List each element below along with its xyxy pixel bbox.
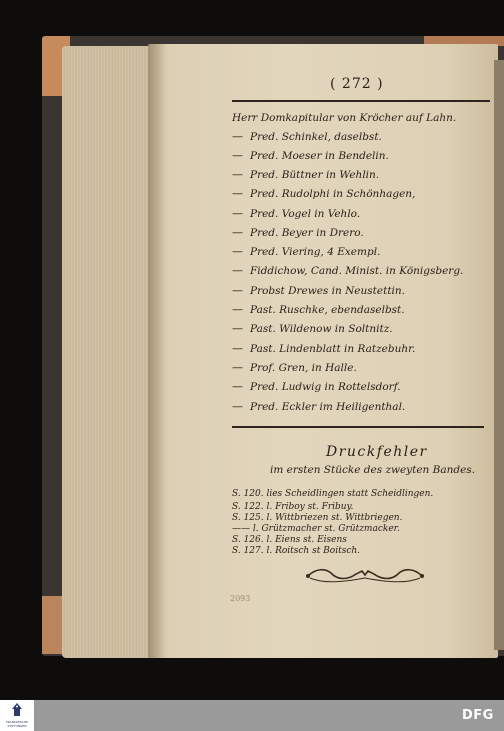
dash-mark: — <box>232 284 243 297</box>
dash-mark: — <box>232 226 243 239</box>
erratum-line: S. 127. l. Roitsch st Boitsch. <box>232 546 361 556</box>
dash-mark: — <box>232 245 243 258</box>
erratum-line: S. 125. l. Wittbriezen st. Wittbriegen. <box>232 513 403 523</box>
dash-mark: — <box>232 149 243 162</box>
section-rule <box>232 426 484 428</box>
subscriber-entry: Past. Lindenblatt in Ratzebuhr. <box>250 343 416 355</box>
dash-mark: — <box>232 168 243 181</box>
subscriber-entry: Probst Drewes in Neustettin. <box>250 285 405 297</box>
subscriber-entry: Pred. Moeser in Bendelin. <box>250 150 389 162</box>
right-page-edge <box>494 60 504 650</box>
page-number: ( 272 ) <box>330 76 384 92</box>
subscriber-entry: Past. Ruschke, ebendaselbst. <box>250 304 405 316</box>
pencil-mark: 2093 <box>230 594 251 603</box>
subscriber-entry: Pred. Eckler im Heiligenthal. <box>250 401 406 413</box>
subscriber-entry: Pred. Beyer in Drero. <box>250 227 364 239</box>
subscriber-entry: Pred. Schinkel, daselbst. <box>250 131 382 143</box>
dash-mark: — <box>232 207 243 220</box>
dash-mark: — <box>232 130 243 143</box>
ornament-flourish <box>304 566 426 586</box>
dfg-logo[interactable]: DFG <box>462 708 494 723</box>
erratum-line: S. 126. l. Eiens st. Eisens <box>232 535 347 545</box>
footer-bar <box>0 700 504 731</box>
dash-mark: — <box>232 380 243 393</box>
erratum-line: S. 122. l. Friboy st. Fribuy. <box>232 502 354 512</box>
dash-mark: — <box>232 322 243 335</box>
errata-subheading: im ersten Stücke des zweyten Bandes. <box>270 464 476 476</box>
erratum-line: —— l. Grützmacher st. Grützmacker. <box>232 524 400 534</box>
subscriber-entry: Pred. Ludwig in Rottelsdorf. <box>250 381 401 393</box>
gutter-shadow <box>148 44 166 658</box>
subscriber-entry: Pred. Rudolphi in Schönhagen, <box>250 188 416 200</box>
errata-heading: Druckfehler <box>326 444 428 460</box>
institution-logo-text: FRANCKESCHE STIFTUNGEN <box>5 720 29 728</box>
dash-mark: — <box>232 342 243 355</box>
subscriber-entry: Prof. Gren, in Halle. <box>250 362 357 374</box>
subscriber-entry: Herr Domkapitular von Kröcher auf Lahn. <box>232 112 457 124</box>
subscriber-entry: Pred. Büttner in Wehlin. <box>250 169 380 181</box>
institution-crest-icon <box>11 703 23 717</box>
subscriber-entry: Pred. Viering, 4 Exempl. <box>250 246 381 258</box>
dash-mark: — <box>232 400 243 413</box>
subscriber-entry: Fiddichow, Cand. Minist. in Königsberg. <box>250 265 464 277</box>
dash-mark: — <box>232 187 243 200</box>
subscriber-entry: Pred. Vogel in Vehlo. <box>250 208 361 220</box>
header-rule <box>232 100 490 102</box>
dash-mark: — <box>232 264 243 277</box>
dash-mark: — <box>232 303 243 316</box>
dash-mark: — <box>232 361 243 374</box>
subscriber-entry: Past. Wildenow in Soltnitz. <box>250 323 393 335</box>
erratum-line: S. 120. lies Scheidlingen statt Scheidlingen. <box>232 489 434 499</box>
page-block-edges <box>62 46 154 658</box>
